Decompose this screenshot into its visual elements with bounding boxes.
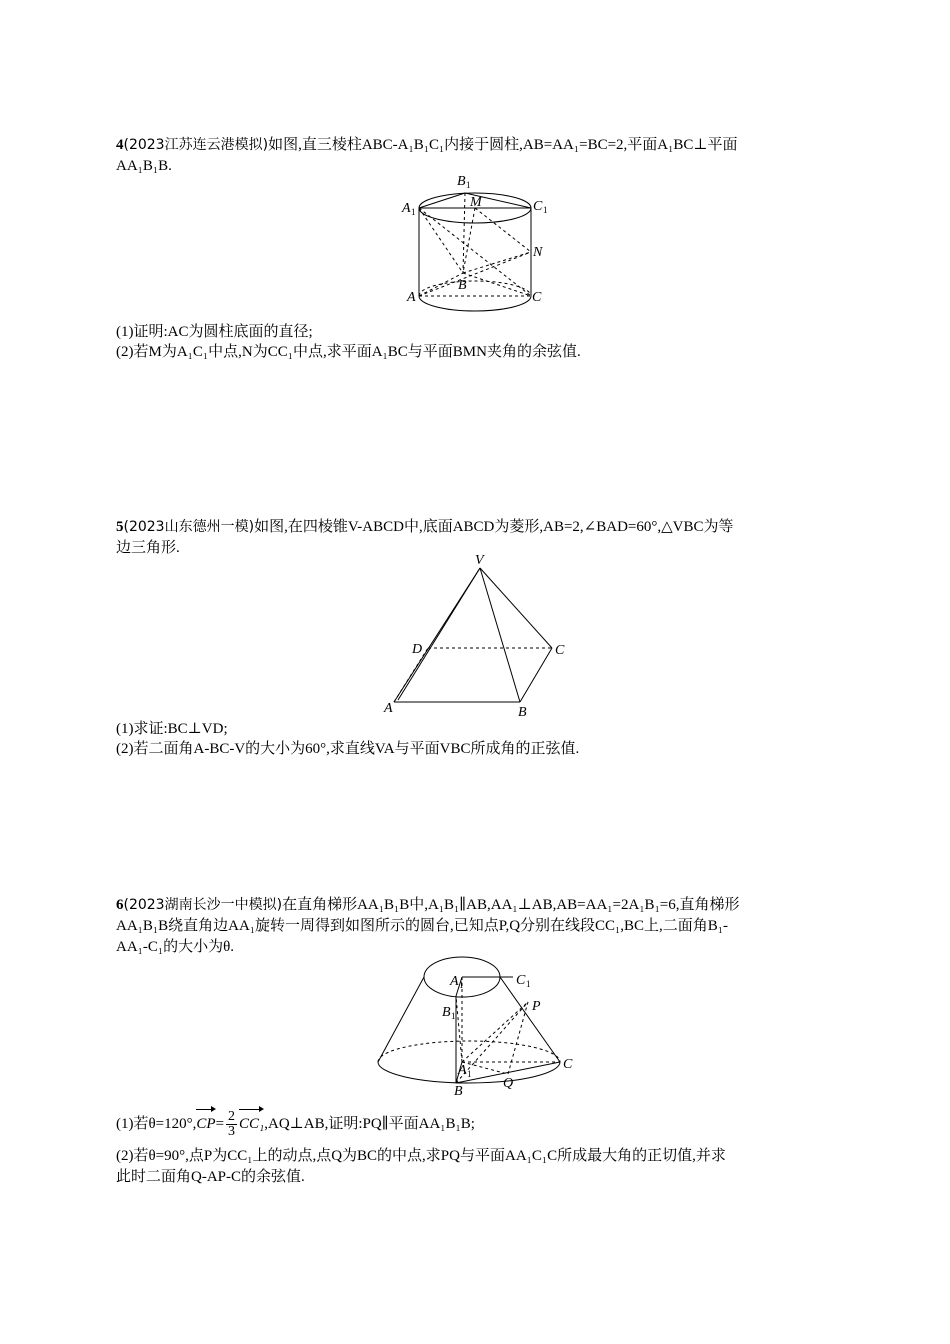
q1-suffix: ,AQ⊥AB,证明:PQ∥平面AA₁B₁B; [264, 1116, 475, 1132]
svg-text:1: 1 [526, 979, 531, 989]
label-B: B [454, 1084, 463, 1095]
label-M: M [470, 195, 482, 210]
vector-CC1: CC₁ [239, 1110, 264, 1138]
label-A1: A [402, 201, 411, 216]
q1-prefix: (1)若θ=120°, [116, 1116, 197, 1132]
label-N: N [533, 245, 543, 260]
svg-text:1: 1 [466, 180, 471, 190]
label-V: V [475, 553, 484, 568]
problem-5-q2: (2)若二面角A-BC-V的大小为60°,求直线VA与平面VBC所成角的正弦值. [116, 741, 580, 757]
problem-4-source: (2023江苏连云港模拟) [123, 137, 269, 153]
label-C1: C [516, 973, 526, 988]
svg-text:1: 1 [459, 980, 464, 990]
problem-6-stem-line-3: AA₁-C₁的大小为θ. [116, 939, 235, 955]
problem-5-stem: 如图,在四棱锥V-ABCD中,底面ABCD为菱形,AB=2,∠BAD=60°,△VBC为等 [254, 519, 734, 535]
problem-4-number: 4 [116, 137, 124, 153]
label-B: B [518, 705, 527, 720]
problem-6-source: (2023湖南长沙一中模拟) [123, 897, 283, 913]
label-C: C [532, 290, 542, 305]
problem-4-stem-line-2: AA₁B₁B. [116, 158, 172, 174]
problem-5-source: (2023山东德州一模) [123, 519, 255, 535]
problem-6-stem-line-1 [116, 895, 740, 915]
fraction-two-thirds: $\frac{2}{3}$ [228, 1109, 236, 1140]
svg-text:1: 1 [451, 1011, 456, 1021]
problem-6-figure [370, 950, 585, 1095]
problem-5-q1: (1)求证:BC⊥VD; [116, 721, 228, 737]
label-B: B [458, 278, 467, 293]
problem-6-q2-line-2: 此时二面角Q-AP-C的余弦值. [116, 1169, 305, 1185]
label-C: C [563, 1057, 573, 1072]
label-D: D [412, 642, 423, 657]
label-A: A [458, 1063, 467, 1078]
problem-4-q2: (2)若M为A₁C₁中点,N为CC₁中点,求平面A₁BC与平面BMN夹角的余弦值. [116, 344, 581, 360]
label-A1: A [450, 974, 459, 989]
problem-5-number: 5 [116, 519, 124, 535]
problem-5-figure [380, 550, 570, 720]
problem-5-stem-line-2: 边三角形. [116, 540, 180, 556]
q1-equals: = [215, 1116, 225, 1132]
problem-6-q2-line-1: (2)若θ=90°,点P为CC₁上的动点,点Q为BC的中点,求PQ与平面AA₁C₁C所成最大角的正切值,并求 [116, 1148, 726, 1164]
problem-4-stem: 如图,直三棱柱ABC-A₁B₁C₁内接于圆柱,AB=AA₁=BC=2,平面A₁BC⊥平面 [268, 137, 738, 153]
problem-6-number: 6 [116, 897, 124, 913]
svg-text:1: 1 [543, 205, 548, 215]
label-A: A [384, 701, 393, 716]
problem-4-stem-line-1 [116, 135, 737, 155]
problem-6-stem: 在直角梯形AA₁B₁B中,A₁B₁∥AB,AA₁⊥AB,AB=AA₁=2A₁B₁=6,直角梯形 [282, 897, 740, 913]
label-C: C [555, 643, 565, 658]
problem-5-stem-line-1 [116, 517, 734, 537]
label-B1: B [442, 1005, 451, 1020]
svg-text:1: 1 [467, 1069, 472, 1079]
problem-6-stem-line-2: AA₁B₁B绕直角边AA₁旋转一周得到如图所示的圆台,已知点P,Q分别在线段CC₁,BC上,二面角B₁- [116, 918, 729, 934]
label-B1: B [457, 174, 466, 189]
problem-4-q1: (1)证明:AC为圆柱底面的直径; [116, 324, 313, 340]
problem-4-figure [395, 168, 565, 320]
label-C1: C [533, 199, 543, 214]
label-P: P [532, 999, 541, 1014]
svg-text:1: 1 [411, 207, 416, 217]
label-A: A [407, 290, 416, 305]
vector-CP: CP [196, 1110, 215, 1138]
problem-6-q1 [116, 1110, 475, 1139]
label-Q: Q [503, 1076, 514, 1091]
